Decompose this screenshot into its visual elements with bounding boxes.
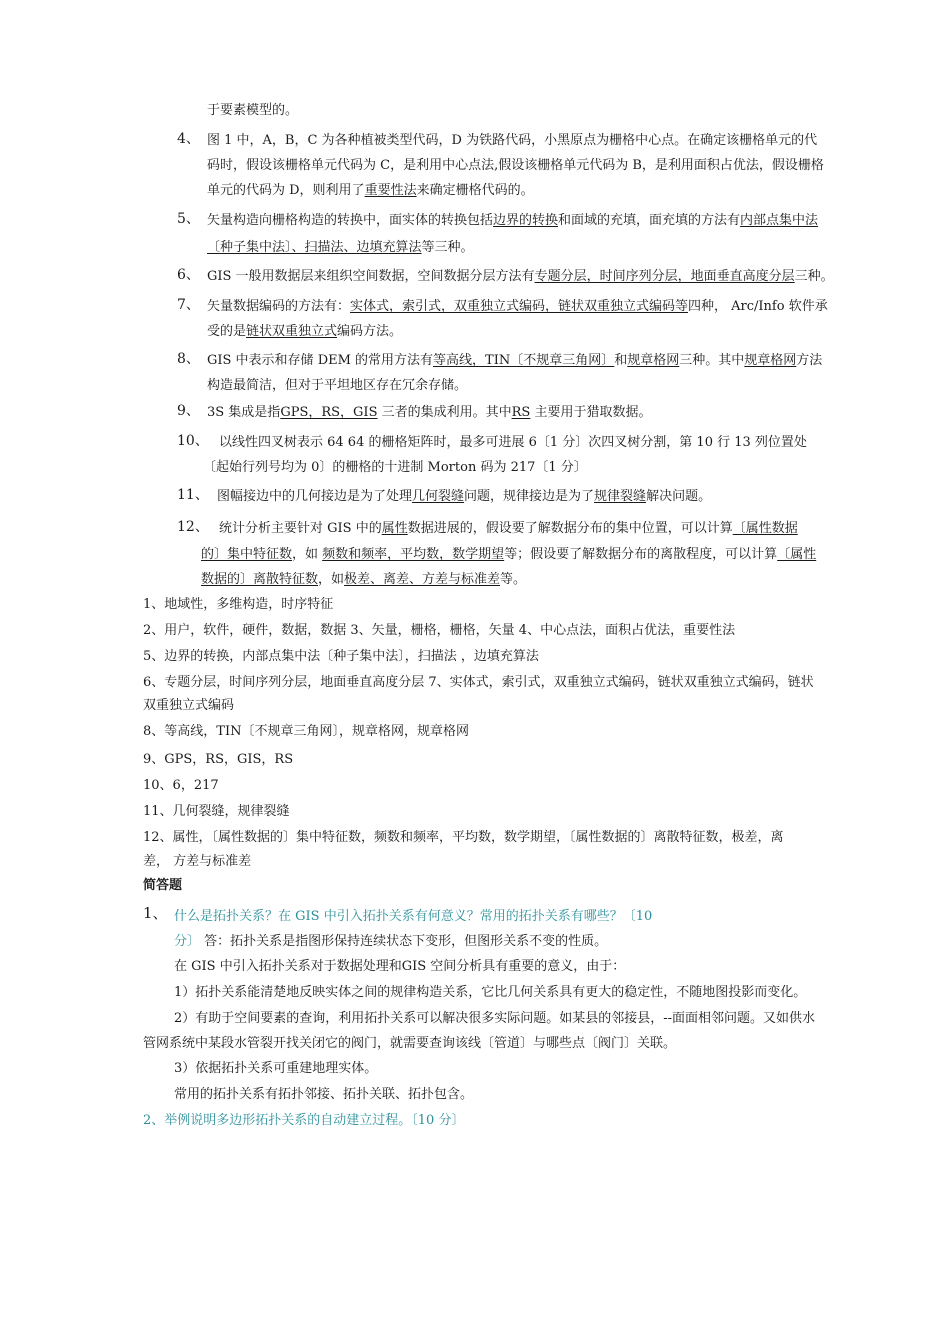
question-number-4: 4、 xyxy=(177,131,200,147)
question-5-line-1: 矢量构造向栅格构造的转换中，面实体的转换包括边界的转换和面域的充填，面充填的方法有内部点集中法 xyxy=(207,213,819,228)
answer-key-8: 8、等高线，TIN〔不规章三角网〕，规章格网，规章格网 xyxy=(143,724,469,739)
answer-blank: 内部点集中法 xyxy=(740,213,819,228)
question-7-line-2: 受的是链状双重独立式编码方法。 xyxy=(207,324,403,339)
question-4-line-3: 单元的代码为 D，则利用了重要性法来确定栅格代码的。 xyxy=(207,183,534,198)
question-8-line-1: GIS 中表示和存储 DEM 的常用方法有等高线，TIN〔不规章三角网〕和规章格网三种。其中规章格网方法 xyxy=(207,353,823,368)
answer-blank: 重要性法 xyxy=(364,183,417,198)
question-4-line-2: 码时，假设该栅格单元代码为 C，是利用中心点法,假设该栅格单元代码为 B，是利用面积占优法，假设栅格 xyxy=(207,158,824,173)
answer-paragraph-3-line-1: 2）有助于空间要素的查询，利用拓扑关系可以解决很多实际问题。如某县的邻接县，--面面相邻问题。又如供水 xyxy=(174,1011,816,1026)
answer-blank: 规律裂缝 xyxy=(594,489,647,504)
question-10-line-1: 以线性四叉树表示 64 64 的栅格矩阵时，最多可进展 6〔1 分〕次四叉树分割，第 10 行 13 列位置处 xyxy=(219,435,807,450)
answer-blank: 的〕集中特征数 xyxy=(201,547,293,562)
question-number-5: 5、 xyxy=(177,211,200,227)
answer-key-2: 2、用户，软件，硬件，数据，数据 3、矢量，栅格，栅格，矢量 4、中心点法，面积占优法，重要性法 xyxy=(143,623,736,638)
answer-blank: 边界的转换 xyxy=(493,213,559,228)
question-12-line-2: 的〕集中特征数，如 频数和频率，平均数，数学期望等；假设要了解数据分布的离散程度，可以计算〔属性 xyxy=(201,547,817,562)
question-5-line-2: 〔种子集中法〕、扫描法、边填充算法等三种。 xyxy=(207,240,474,255)
answer-paragraph-2: 1）拓扑关系能清楚地反映实体之间的规律构造关系，它比几何关系具有更大的稳定性，不随地图投影而变化。 xyxy=(174,985,807,1000)
question-11-line-1: 图幅接边中的几何接边是为了处理几何裂缝问题，规律接边是为了规律裂缝解决问题。 xyxy=(217,489,712,504)
answer-key-1: 1、地域性，多维构造，时序特征 xyxy=(143,597,334,612)
question-number-7: 7、 xyxy=(177,297,200,313)
answer-key-11: 11、几何裂缝，规律裂缝 xyxy=(143,804,290,819)
answer-key-5: 5、边界的转换，内部点集中法〔种子集中法〕，扫描法 ，边填充算法 xyxy=(143,649,539,664)
answer-blank: 链状双重独立式 xyxy=(246,324,338,339)
short-question-1-line-2: 分〕 答：拓扑关系是指图形保持连续状态下变形，但图形关系不变的性质。 xyxy=(174,934,608,949)
answer-key-6-line-2: 双重独立式编码 xyxy=(143,698,235,713)
question-number-6: 6、 xyxy=(177,267,200,283)
question-number-8: 8、 xyxy=(177,351,200,367)
question-number-9: 9、 xyxy=(177,403,200,419)
answer-paragraph-4: 3）依据拓扑关系可重建地理实体。 xyxy=(174,1061,378,1076)
short-question-1-line-1: 什么是拓扑关系？在 GIS 中引入拓扑关系有何意义？常用的拓扑关系有哪些？〔10 xyxy=(174,909,653,924)
answer-blank: 〔属性数据 xyxy=(732,521,798,536)
question-9-line-1: 3S 集成是指GPS，RS，GIS 三者的集成利用。其中RS 主要用于猎取数据。 xyxy=(207,405,652,420)
answer-blank: 属性 xyxy=(381,521,408,536)
question-6-line-1: GIS 一般用数据层来组织空间数据，空间数据分层方法有专题分层，时间序列分层，地面垂直高度分层三种。 xyxy=(207,269,834,284)
question-12-line-1: 统计分析主要针对 GIS 中的属性数据进展的，假设要了解数据分布的集中位置，可以计算〔属性数据 xyxy=(219,521,798,536)
answer-paragraph-3-line-2: 管网系统中某段水管裂开找关闭它的阀门，就需要查询该线〔管道〕与哪些点〔阀门〕关联。 xyxy=(143,1036,677,1051)
answer-blank: 专题分层，时间序列分层，地面垂直高度分层 xyxy=(534,269,795,284)
answer-key-12-line-1: 12、属性，〔属性数据的〕集中特征数，频数和频率，平均数，数学期望，〔属性数据的〕离散特征数，极差，离 xyxy=(143,830,784,845)
answer-paragraph-1: 在 GIS 中引入拓扑关系对于数据处理和GIS 空间分析具有重要的意义，由于： xyxy=(174,959,626,974)
question-7-line-1: 矢量数据编码的方法有：实体式，索引式，双重独立式编码，链状双重独立式编码等四种， Arc/Info 软件承 xyxy=(207,299,828,314)
section-heading: 简答题 xyxy=(143,878,183,893)
answer-key-9: 9、GPS，RS，GIS，RS xyxy=(143,752,294,767)
question-number-12: 12、 xyxy=(177,519,209,535)
answer-blank: 〔种子集中法〕、扫描法、边填充算法 xyxy=(207,240,422,255)
answer-blank: 极差、离差、方差与标准差 xyxy=(344,572,501,587)
answer-blank: 等高线，TIN〔不规章三角网〕 xyxy=(433,353,615,368)
question-number-11: 11、 xyxy=(177,487,209,503)
question-8-line-2: 构造最简洁，但对于平坦地区存在冗余存储。 xyxy=(207,378,468,393)
continuation-line: 于要素模型的。 xyxy=(207,103,299,118)
answer-key-12-line-2: 差， 方差与标准差 xyxy=(143,854,252,869)
short-question-2: 2、举例说明多边形拓扑关系的自动建立过程。〔10 分〕 xyxy=(143,1113,465,1128)
question-12-line-3: 数据的〕离散特征数，如极差、离差、方差与标准差等。 xyxy=(201,572,527,587)
question-number-10: 10、 xyxy=(177,433,209,449)
answer-blank: 〔属性 xyxy=(777,547,817,562)
answer-blank: 规章格网 xyxy=(744,353,797,368)
answer-blank: 频数和频率，平均数，数学期望 xyxy=(322,547,505,562)
answer-paragraph-5: 常用的拓扑关系有拓扑邻接、拓扑关联、拓扑包含。 xyxy=(174,1087,474,1102)
answer-blank: 数据的〕离散特征数 xyxy=(201,572,319,587)
answer-blank: 规章格网 xyxy=(627,353,680,368)
answer-blank: GPS，RS，GIS xyxy=(280,405,378,420)
question-4-line-1: 图 1 中，A，B，C 为各种植被类型代码，D 为铁路代码，小黑原点为栅格中心点。在确定该栅格单元的代 xyxy=(207,133,818,148)
answer-blank: 几何裂缝 xyxy=(412,489,465,504)
short-question-number-1: 1、 xyxy=(143,904,168,922)
question-10-line-2: 〔起始行列号均为 0〕的栅格的十进制 Morton 码为 217〔1 分〕 xyxy=(203,460,587,475)
answer-blank: 实体式，索引式，双重独立式编码，链状双重独立式编码等 xyxy=(350,299,689,314)
answer-key-6-line-1: 6、专题分层，时间序列分层，地面垂直高度分层 7、实体式，索引式，双重独立式编码，链状双重独立式编码，链状 xyxy=(143,675,814,690)
answer-key-10: 10、6，217 xyxy=(143,778,219,793)
answer-blank: RS xyxy=(511,405,531,420)
